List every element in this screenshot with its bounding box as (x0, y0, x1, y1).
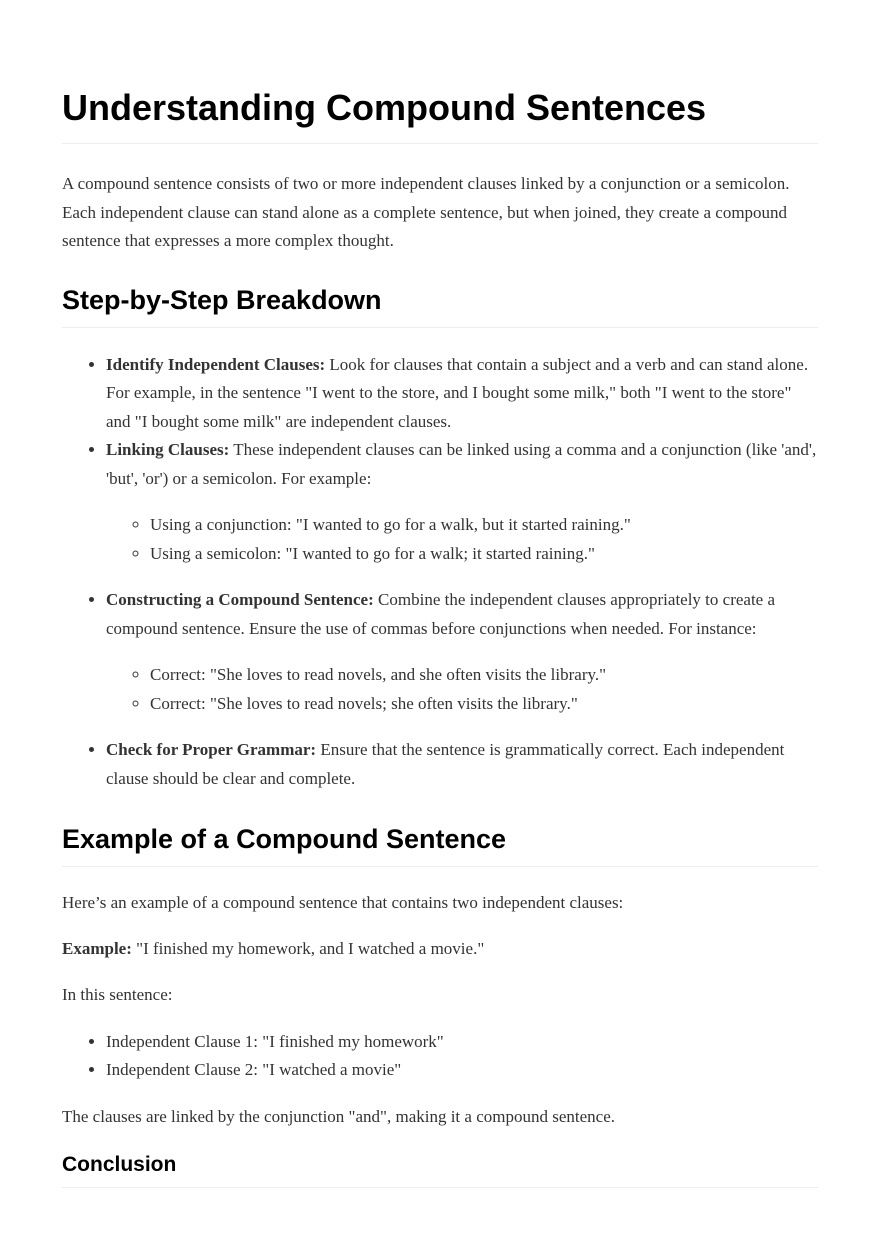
breakdown-item-text: Ensure that the sentence is grammatically correct. Each independent clause should be clear and complete. (106, 740, 785, 788)
breakdown-sublist (106, 661, 818, 718)
breakdown-item-text: These independent clauses can be linked using a comma and a conjunction (like 'and', 'but', 'or') or a semicolon. For example: (106, 440, 817, 488)
breakdown-item (106, 736, 818, 793)
breakdown-item (106, 436, 818, 568)
breakdown-sublist (106, 511, 818, 568)
intro-paragraph: A compound sentence consists of two or more independent clauses linked by a conjunction or a semicolon. Each independent clause can stand alone as a complete sentence, but when joined, they create a compound sentence that expresses a more complex thought. (62, 174, 790, 250)
breakdown-item-text: Combine the independent clauses appropriately to create a compound sentence. Ensure the use of commas before conjunctions when needed. For instance: (106, 590, 776, 638)
breakdown-heading: Step-by-Step Breakdown (62, 284, 818, 328)
page-title: Understanding Compound Sentences (62, 0, 818, 144)
breakdown-item-label: Identify Independent Clauses: (106, 354, 326, 374)
example-label: Example: (62, 938, 132, 958)
clause-item: • Independent Clause 1: "I finished my homework" (106, 1028, 818, 1057)
sublist-item: ◦ Using a semicolon: "I wanted to go for a walk; it started raining." (150, 540, 818, 569)
example-sentence (62, 935, 818, 964)
sublist-item: ◦ Correct: "She loves to read novels; she often visits the library." (150, 690, 818, 719)
breakdown-item-label: Check for Proper Grammar: (106, 740, 317, 759)
sublist-item: ◦ Using a conjunction: "I wanted to go for a walk, but it started raining." (150, 511, 818, 540)
clause-item: • Independent Clause 2: "I watched a movie" (106, 1056, 818, 1085)
example-intro: Here’s an example of a compound sentence that contains two independent clauses: (62, 893, 624, 912)
example-heading: Example of a Compound Sentence (62, 823, 818, 867)
clauses-list (62, 1028, 818, 1085)
breakdown-item (106, 351, 818, 437)
linked-explanation: The clauses are linked by the conjunction "and", making it a compound sentence. (62, 1106, 615, 1126)
breakdown-item-label: Linking Clauses: (106, 440, 230, 459)
example-text: "I finished my homework, and I watched a movie." (131, 938, 485, 958)
conclusion-heading: Conclusion (62, 1153, 818, 1188)
breakdown-list (62, 351, 818, 794)
breakdown-item-text: Look for clauses that contain a subject and a verb and can stand alone. For example, in the sentence "I went to the store, and I bought some milk," both "I went to the store" and "I bought some milk" are independent clauses. (106, 354, 809, 431)
breakdown-item (106, 586, 818, 718)
sublist-item: ◦ Correct: "She loves to read novels, and she often visits the library." (150, 661, 818, 690)
breakdown-item-label: Constructing a Compound Sentence: (106, 590, 374, 609)
in-this-sentence: In this sentence: (62, 985, 173, 1004)
